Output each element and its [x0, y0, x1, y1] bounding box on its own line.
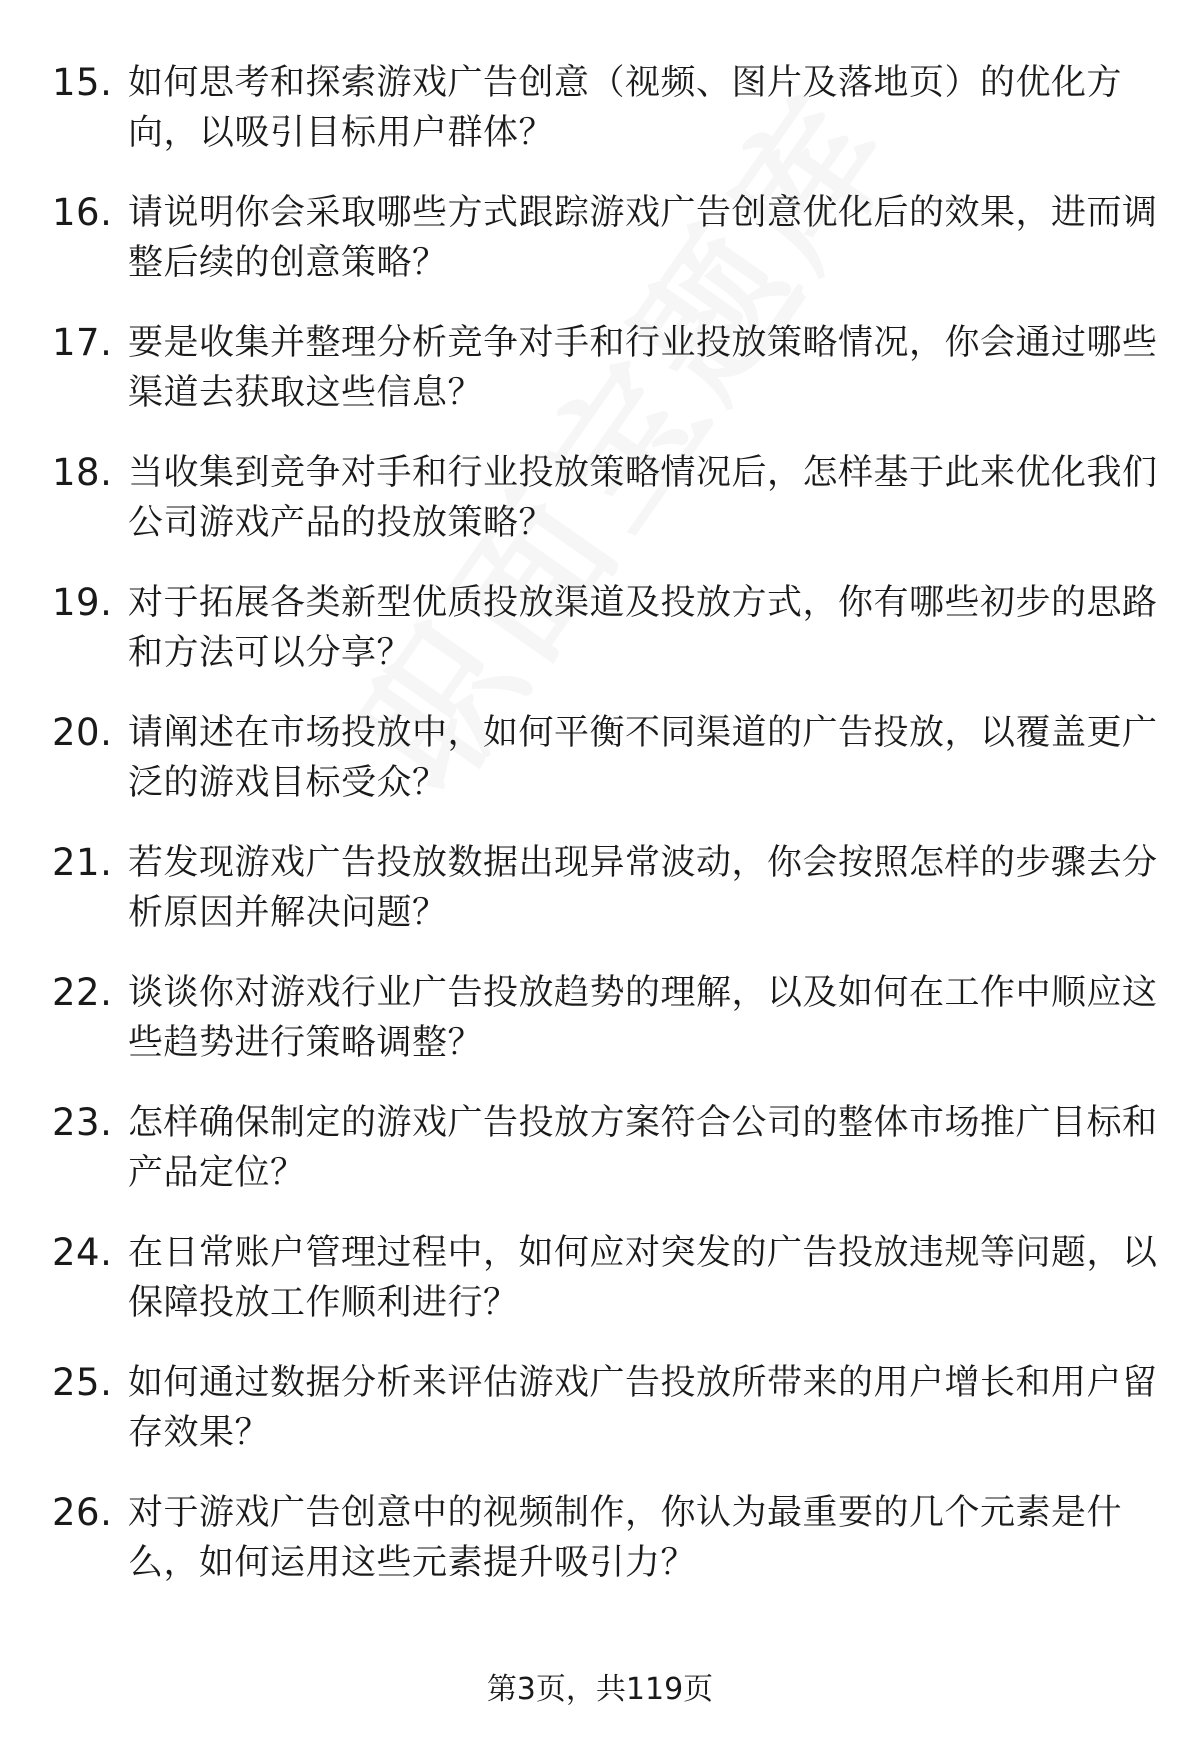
- question-item: [0, 318, 1200, 448]
- question-item: [0, 1358, 1200, 1488]
- question-number: 21.: [52, 841, 113, 884]
- question-item: [0, 1488, 1200, 1618]
- question-number: 25.: [52, 1361, 113, 1404]
- question-number: 22.: [52, 971, 113, 1014]
- question-number: 23.: [52, 1101, 113, 1144]
- question-item: [0, 1098, 1200, 1228]
- question-text: 在日常账户管理过程中，如何应对突发的广告投放违规等问题，以保障投放工作顺利进行？: [128, 1233, 1158, 1323]
- question-number: 15.: [52, 61, 113, 104]
- question-text: 怎样确保制定的游戏广告投放方案符合公司的整体市场推广目标和产品定位？: [128, 1103, 1158, 1193]
- question-number: 20.: [52, 711, 113, 754]
- question-number: 17.: [52, 321, 113, 364]
- question-text: 请说明你会采取哪些方式跟踪游戏广告创意优化后的效果，进而调整后续的创意策略？: [128, 193, 1158, 283]
- question-number: 24.: [52, 1231, 113, 1274]
- question-text: 若发现游戏广告投放数据出现异常波动，你会按照怎样的步骤去分析原因并解决问题？: [128, 843, 1158, 933]
- question-text: 如何思考和探索游戏广告创意（视频、图片及落地页）的优化方向，以吸引目标用户群体？: [128, 63, 1123, 153]
- question-item: [0, 58, 1200, 188]
- question-item: [0, 448, 1200, 578]
- question-item: [0, 578, 1200, 708]
- question-item: [0, 188, 1200, 318]
- question-text: 谈谈你对游戏行业广告投放趋势的理解，以及如何在工作中顺应这些趋势进行策略调整？: [128, 973, 1158, 1063]
- question-number: 26.: [52, 1491, 113, 1534]
- question-number: 19.: [52, 581, 113, 624]
- question-item: [0, 1228, 1200, 1358]
- question-text: 对于拓展各类新型优质投放渠道及投放方式，你有哪些初步的思路和方法可以分享？: [128, 583, 1158, 673]
- question-text: 要是收集并整理分析竞争对手和行业投放策略情况，你会通过哪些渠道去获取这些信息？: [128, 323, 1158, 413]
- question-number: 18.: [52, 451, 113, 494]
- question-number: 16.: [52, 191, 113, 234]
- question-text: 对于游戏广告创意中的视频制作，你认为最重要的几个元素是什么，如何运用这些元素提升吸引力？: [128, 1493, 1123, 1583]
- question-text: 如何通过数据分析来评估游戏广告投放所带来的用户增长和用户留存效果？: [128, 1363, 1158, 1453]
- question-item: [0, 968, 1200, 1098]
- question-text: 请阐述在市场投放中，如何平衡不同渠道的广告投放，以覆盖更广泛的游戏目标受众？: [128, 713, 1158, 803]
- question-item: [0, 708, 1200, 838]
- question-list: [0, 58, 1200, 1618]
- page-footer: 第3页，共119页: [486, 1672, 714, 1707]
- question-item: [0, 838, 1200, 968]
- question-text: 当收集到竞争对手和行业投放策略情况后，怎样基于此来优化我们公司游戏产品的投放策略？: [128, 453, 1158, 543]
